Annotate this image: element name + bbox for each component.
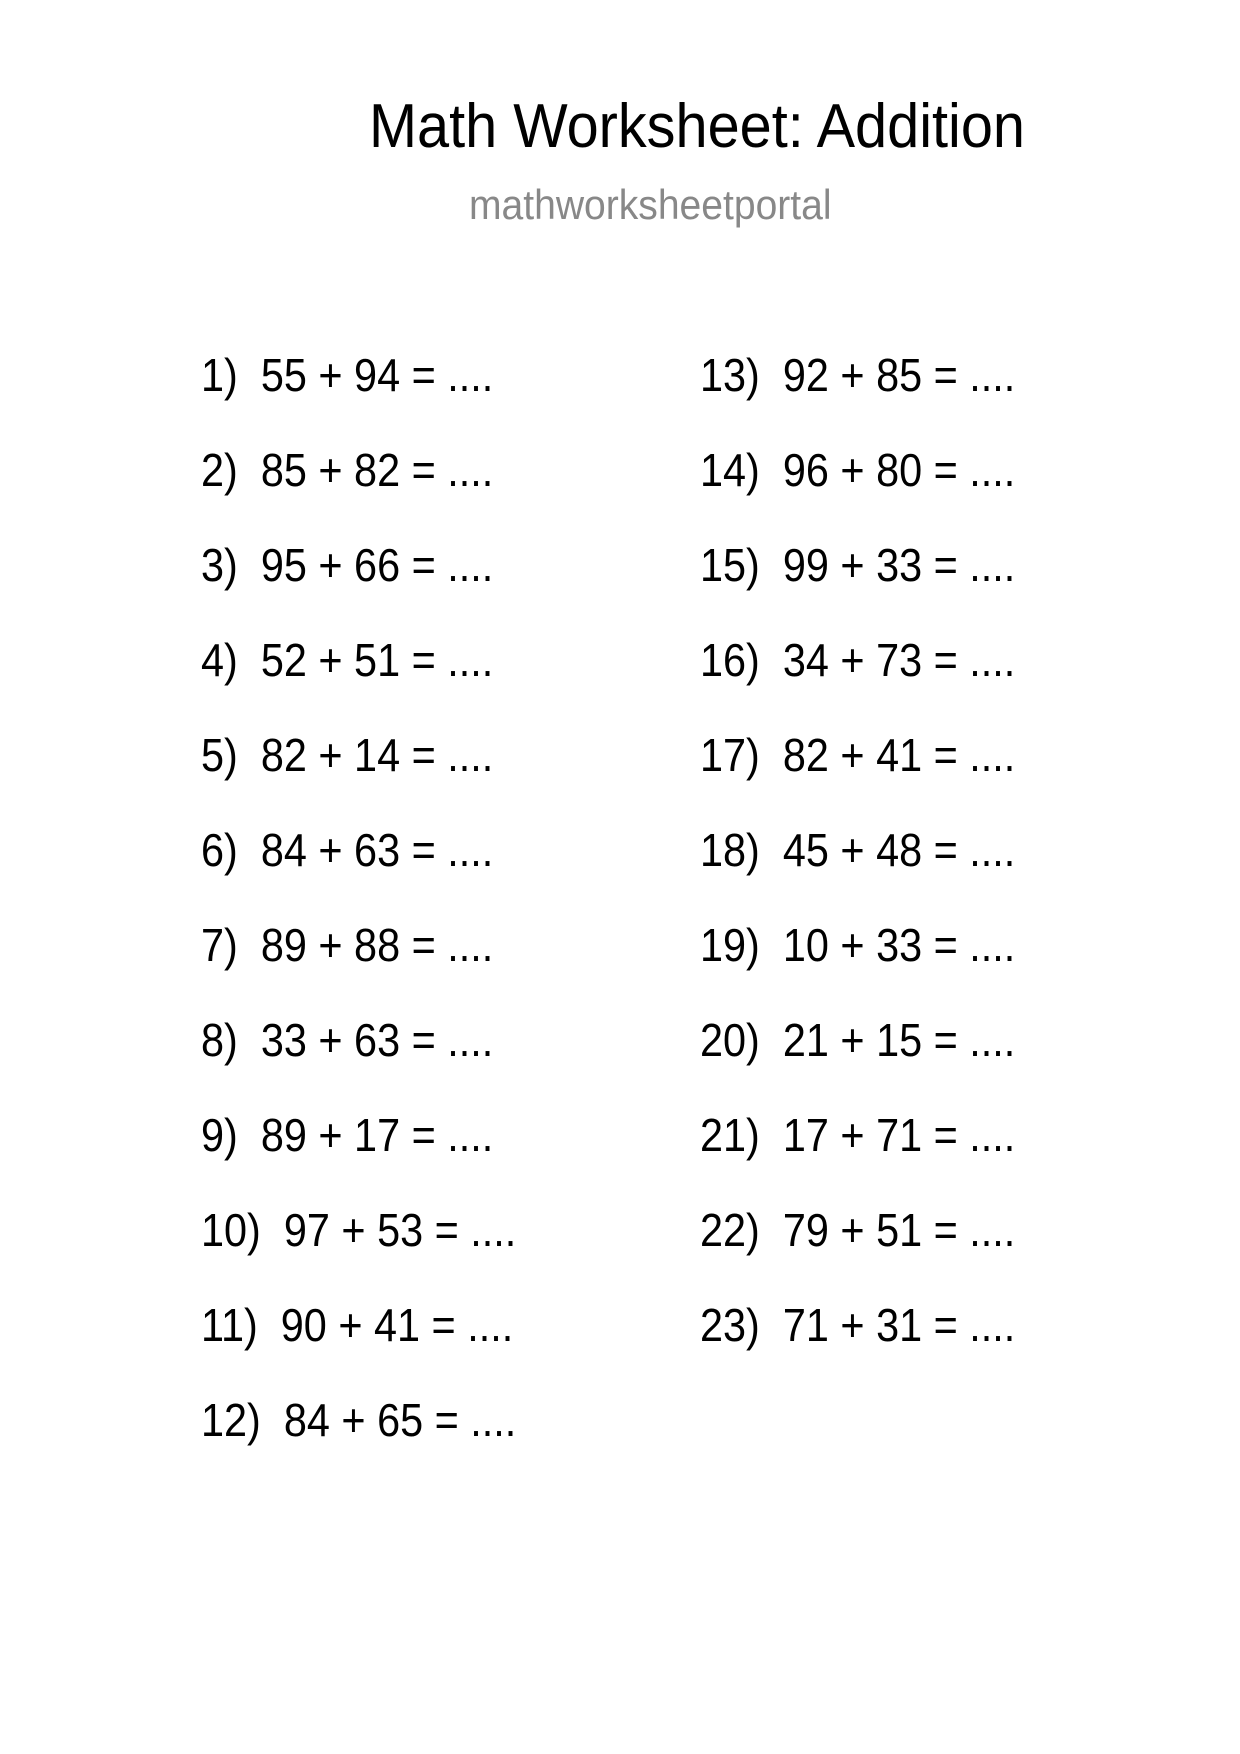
problem-expression: 89 + 17 = .... — [260, 1109, 494, 1161]
problem-expression: 71 + 31 = .... — [782, 1299, 1016, 1351]
problem-number: 22) — [700, 1204, 760, 1256]
problem-item — [700, 1014, 1016, 1066]
problem-expression: 82 + 14 = .... — [260, 729, 494, 781]
worksheet-subtitle: mathworksheetportal — [469, 181, 832, 228]
problem-expression: 92 + 85 = .... — [782, 349, 1016, 401]
problem-number: 17) — [700, 729, 760, 781]
problem-expression: 95 + 66 = .... — [260, 539, 494, 591]
problem-item — [700, 1299, 1016, 1351]
problem-expression: 21 + 15 = .... — [782, 1014, 1016, 1066]
problem-expression: 79 + 51 = .... — [782, 1204, 1016, 1256]
problem-number: 15) — [700, 539, 760, 591]
problem-expression: 84 + 63 = .... — [260, 824, 494, 876]
problem-expression: 85 + 82 = .... — [260, 444, 494, 496]
problem-expression: 89 + 88 = .... — [260, 919, 494, 971]
problem-number: 9) — [201, 1109, 238, 1161]
problem-number: 20) — [700, 1014, 760, 1066]
problem-number: 7) — [201, 919, 238, 971]
worksheet-title: Math Worksheet: Addition — [369, 92, 1025, 161]
problem-item — [201, 919, 494, 971]
problem-number: 16) — [700, 634, 760, 686]
problem-item — [201, 1014, 494, 1066]
problem-expression: 52 + 51 = .... — [260, 634, 494, 686]
problem-item — [700, 1109, 1016, 1161]
problem-number: 8) — [201, 1014, 238, 1066]
problem-item — [201, 349, 494, 401]
problem-number: 3) — [201, 539, 238, 591]
problem-expression: 99 + 33 = .... — [782, 539, 1016, 591]
problem-number: 11) — [201, 1299, 258, 1351]
problem-expression: 90 + 41 = .... — [280, 1299, 514, 1351]
problem-number: 13) — [700, 349, 760, 401]
problem-expression: 17 + 71 = .... — [782, 1109, 1016, 1161]
problem-number: 5) — [201, 729, 238, 781]
problem-item — [201, 539, 494, 591]
problem-item — [700, 634, 1016, 686]
problem-expression: 34 + 73 = .... — [782, 634, 1016, 686]
problem-item — [700, 444, 1016, 496]
problem-expression: 82 + 41 = .... — [782, 729, 1016, 781]
problem-expression: 33 + 63 = .... — [260, 1014, 494, 1066]
problem-item — [700, 539, 1016, 591]
problem-item — [700, 919, 1016, 971]
problem-item — [700, 349, 1016, 401]
problem-number: 6) — [201, 824, 238, 876]
problem-item — [201, 634, 494, 686]
problem-item — [201, 1299, 514, 1351]
problem-item — [700, 1204, 1016, 1256]
problem-item — [201, 824, 494, 876]
problem-number: 12) — [201, 1394, 261, 1446]
problem-number: 2) — [201, 444, 238, 496]
problem-expression: 97 + 53 = .... — [283, 1204, 517, 1256]
problem-number: 4) — [201, 634, 238, 686]
problem-item — [201, 1204, 517, 1256]
problem-number: 18) — [700, 824, 760, 876]
problem-item — [700, 729, 1016, 781]
problem-item — [201, 1394, 517, 1446]
problem-expression: 84 + 65 = .... — [283, 1394, 517, 1446]
problem-item — [201, 444, 494, 496]
problem-number: 1) — [201, 349, 238, 401]
problem-item — [700, 824, 1016, 876]
problem-number: 10) — [201, 1204, 261, 1256]
problem-item — [201, 1109, 494, 1161]
problem-expression: 45 + 48 = .... — [782, 824, 1016, 876]
problem-number: 14) — [700, 444, 760, 496]
problem-number: 19) — [700, 919, 760, 971]
problem-expression: 96 + 80 = .... — [782, 444, 1016, 496]
problem-number: 21) — [700, 1109, 760, 1161]
problem-expression: 55 + 94 = .... — [260, 349, 494, 401]
problem-expression: 10 + 33 = .... — [782, 919, 1016, 971]
problem-item — [201, 729, 494, 781]
problem-number: 23) — [700, 1299, 760, 1351]
